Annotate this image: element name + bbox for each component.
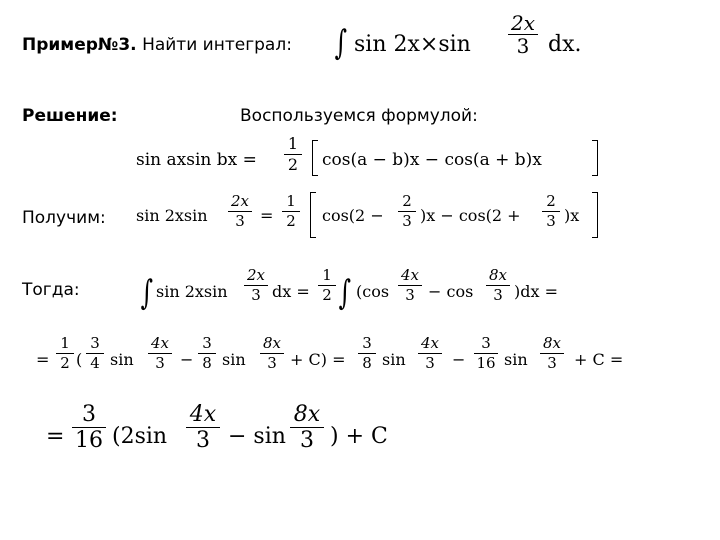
formula-fraction: 1 2 [284, 134, 302, 175]
line3-fraction-3: 8x 3 [290, 402, 324, 453]
formula-right-bracket [592, 140, 598, 176]
line2-b: ( [76, 350, 83, 369]
obtain-left-bracket [310, 192, 316, 238]
line2-a: = [36, 350, 50, 369]
task-integrand: sin 2x×sin [354, 32, 471, 57]
then-fraction-3: 4x 3 [398, 266, 422, 305]
then-fraction-2: 1 2 [318, 266, 336, 305]
obtain-label: Получим: [22, 208, 106, 228]
obtain-part-2: )x − cos(2 + [420, 206, 521, 225]
line2-fraction-2: 3 4 [86, 334, 104, 373]
obtain-fraction-1: 2x 3 [228, 192, 252, 231]
then-fraction-1: 2x 3 [244, 266, 268, 305]
example-heading [22, 35, 292, 55]
formula-left-bracket [312, 140, 318, 176]
line3-d: ) + C [330, 424, 388, 449]
then-label: Тогда: [22, 280, 80, 300]
obtain-fraction-2: 1 2 [282, 192, 300, 231]
obtain-part-1: cos(2 − [322, 206, 384, 225]
example-task: Найти интеграл: [142, 35, 292, 55]
obtain-right-bracket [592, 192, 598, 238]
example-label: Пример№3. [22, 35, 137, 55]
line3-fraction-1: 3 16 [72, 402, 106, 453]
line2-h: − [452, 350, 466, 369]
then-part-1: (cos [356, 282, 390, 301]
line2-c: sin [110, 350, 134, 369]
line2-fraction-7: 4x 3 [418, 334, 442, 373]
task-fraction: 2x 3 [508, 12, 538, 57]
line2-m: + C = [574, 350, 624, 369]
line2-fraction-4: 3 8 [198, 334, 216, 373]
formula-rhs: cos(a − b)x − cos(a + b)x [322, 150, 542, 170]
line3-b: (2sin [112, 424, 168, 449]
line3-fraction-2: 4x 3 [186, 402, 220, 453]
line2-f: + C) = [290, 350, 346, 369]
line2-e: sin [222, 350, 246, 369]
then-lhs: sin 2xsin [156, 282, 228, 301]
solution-label: Решение: [22, 106, 118, 126]
line2-k: sin [504, 350, 528, 369]
line3-a: = [46, 424, 65, 449]
obtain-lhs: sin 2xsin [136, 206, 208, 225]
line2-g: sin [382, 350, 406, 369]
then-part-3: )dx = [514, 282, 558, 301]
then-integral-1: ∫ [140, 273, 154, 313]
then-fraction-4: 8x 3 [486, 266, 510, 305]
solution-note: Воспользуемся формулой: [240, 106, 478, 126]
obtain-fraction-3: 2 3 [398, 192, 416, 231]
obtain-part-3: )x [564, 206, 580, 225]
line2-fraction-8: 3 16 [474, 334, 498, 373]
integral-sign: ∫ [334, 23, 348, 63]
task-tail: dx. [548, 32, 582, 57]
then-dx: dx = [272, 282, 310, 301]
line2-fraction-6: 3 8 [358, 334, 376, 373]
obtain-fraction-4: 2 3 [542, 192, 560, 231]
line3-c: − sin [228, 424, 286, 449]
line2-fraction-1: 1 2 [56, 334, 74, 373]
line2-fraction-9: 8x 3 [540, 334, 564, 373]
line2-fraction-5: 8x 3 [260, 334, 284, 373]
then-part-2: − cos [428, 282, 474, 301]
then-integral-2: ∫ [338, 273, 352, 313]
formula-lhs: sin axsin bx = [136, 150, 257, 170]
obtain-eq: = [260, 206, 274, 225]
line2-d: − [180, 350, 194, 369]
line2-fraction-3: 4x 3 [148, 334, 172, 373]
